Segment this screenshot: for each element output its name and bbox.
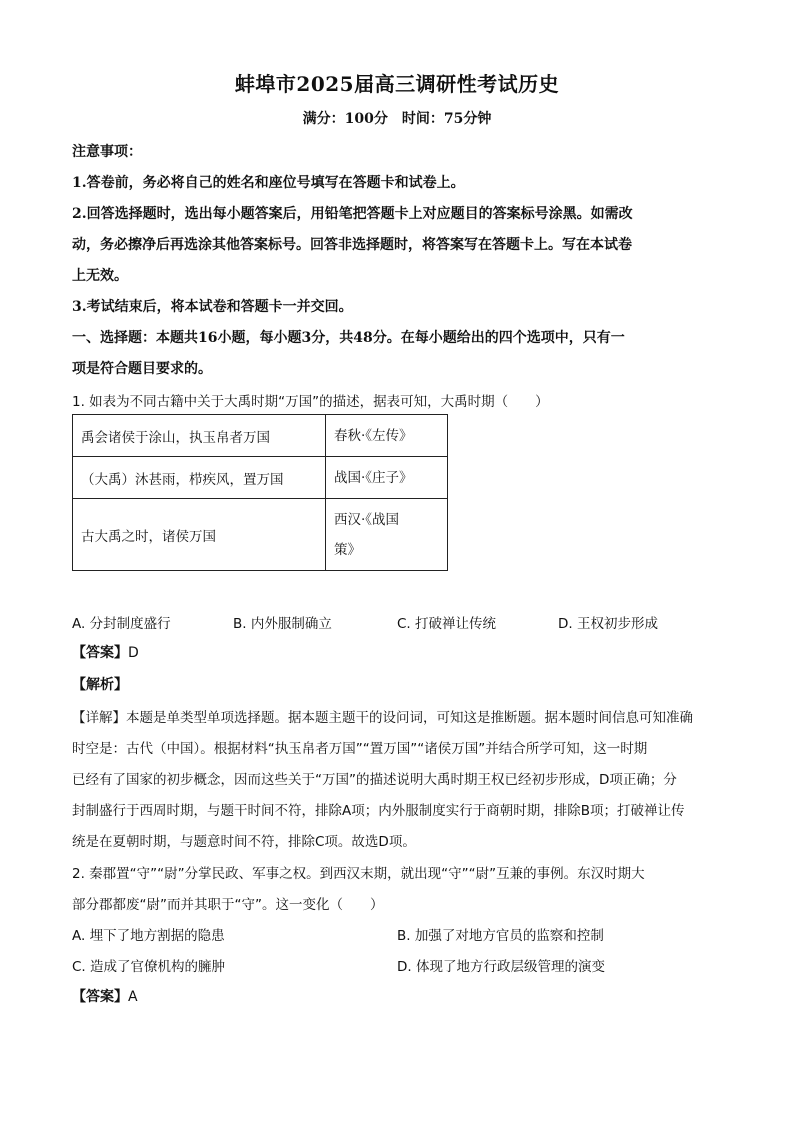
answer-value: A — [128, 989, 138, 1005]
q2-option-b: B. 加强了对地方官员的监察和控制 — [397, 928, 604, 944]
exam-title: 蚌埠市2025届高三调研性考试历史 — [234, 72, 560, 96]
q2-option-d: D. 体现了地方行政层级管理的演变 — [397, 959, 605, 975]
answer-value: D — [128, 645, 139, 661]
table-row — [73, 415, 448, 457]
table-cell-source-line: 策》 — [334, 541, 361, 558]
q1-option-a: A. 分封制度盛行 — [72, 616, 171, 632]
table-cell-quote: 古大禹之时，诸侯万国 — [73, 499, 326, 571]
q2-option-a: A. 埋下了地方割据的隐患 — [72, 928, 225, 944]
q1-detail-line: 统是在夏朝时期，与题意时间不符，排除C项。故选D项。 — [72, 834, 416, 850]
q1-detail-line: 【详解】本题是单类型单项选择题。据本题主题干的设问词，可知这是推断题。据本题时间信息可知准确 — [72, 710, 693, 726]
notes-heading: 注意事项： — [72, 144, 142, 160]
q1-detail-line: 时空是：古代（中国）。根据材料“执玉帛者万国”“置万国”“诸侯万国”并结合所学可知，这一时期 — [72, 741, 648, 757]
table-cell-quote: （大禹）沐甚雨，栉疾风，置万国 — [73, 457, 326, 499]
table-row — [73, 457, 448, 499]
q1-stem: 1. 如表为不同古籍中关于大禹时期“万国”的描述，据表可知，大禹时期（ ） — [72, 394, 549, 410]
answer-label: 【答案】 — [72, 989, 128, 1005]
table-cell-source — [326, 499, 448, 571]
table-cell-source: 战国·《庄子》 — [326, 457, 448, 499]
q1-answer — [72, 642, 139, 662]
table-cell-quote: 禹会诸侯于涂山，执玉帛者万国 — [73, 415, 326, 457]
q1-option-c: C. 打破禅让传统 — [397, 616, 497, 632]
q1-source-table — [72, 414, 448, 571]
q1-option-b: B. 内外服制确立 — [233, 616, 332, 632]
q2-option-c: C. 造成了官僚机构的臃肿 — [72, 959, 226, 975]
section-heading: 一、选择题：本题共16小题，每小题3分，共48分。在每小题给出的四个选项中，只有一 — [72, 330, 625, 346]
section-heading-cont: 项是符合题目要求的。 — [72, 361, 212, 377]
q2-stem: 2. 秦郡置“守”“尉”分掌民政、军事之权。到西汉末期，就出现“守”“尉”互兼的事例。东汉时期大 — [72, 866, 645, 882]
answer-label: 【答案】 — [72, 645, 128, 661]
table-row — [73, 499, 448, 571]
q1-option-d: D. 王权初步形成 — [558, 616, 658, 632]
analysis-label: 【解析】 — [72, 677, 128, 693]
q2-answer — [72, 986, 138, 1006]
table-cell-source: 春秋·《左传》 — [326, 415, 448, 457]
q1-detail-line: 已经有了国家的初步概念，因而这些关于“万国”的描述说明大禹时期王权已经初步形成，D项正确；分 — [72, 772, 677, 788]
notes-item: 2.回答选择题时，选出每小题答案后，用铅笔把答题卡上对应题目的答案标号涂黑。如需改 — [72, 206, 633, 222]
notes-item: 3.考试结束后，将本试卷和答题卡一并交回。 — [72, 299, 353, 315]
notes-item: 上无效。 — [72, 268, 128, 284]
q2-stem-cont: 部分郡都废“尉”而并其职于“守”。这一变化（ ） — [72, 897, 384, 913]
notes-item: 1.答卷前，务必将自己的姓名和座位号填写在答题卡和试卷上。 — [72, 175, 465, 191]
notes-item: 动，务必擦净后再选涂其他答案标号。回答非选择题时，将答案写在答题卡上。写在本试卷 — [72, 237, 632, 253]
table-cell-source-line: 西汉·《战国 — [334, 511, 400, 528]
exam-subtitle: 满分：100分 时间：75分钟 — [302, 111, 492, 127]
q1-detail-line: 封制盛行于西周时期，与题干时间不符，排除A项；内外服制度实行于商朝时期，排除B项；打破禅让传 — [72, 803, 685, 819]
q1-analysis-label — [72, 674, 128, 694]
